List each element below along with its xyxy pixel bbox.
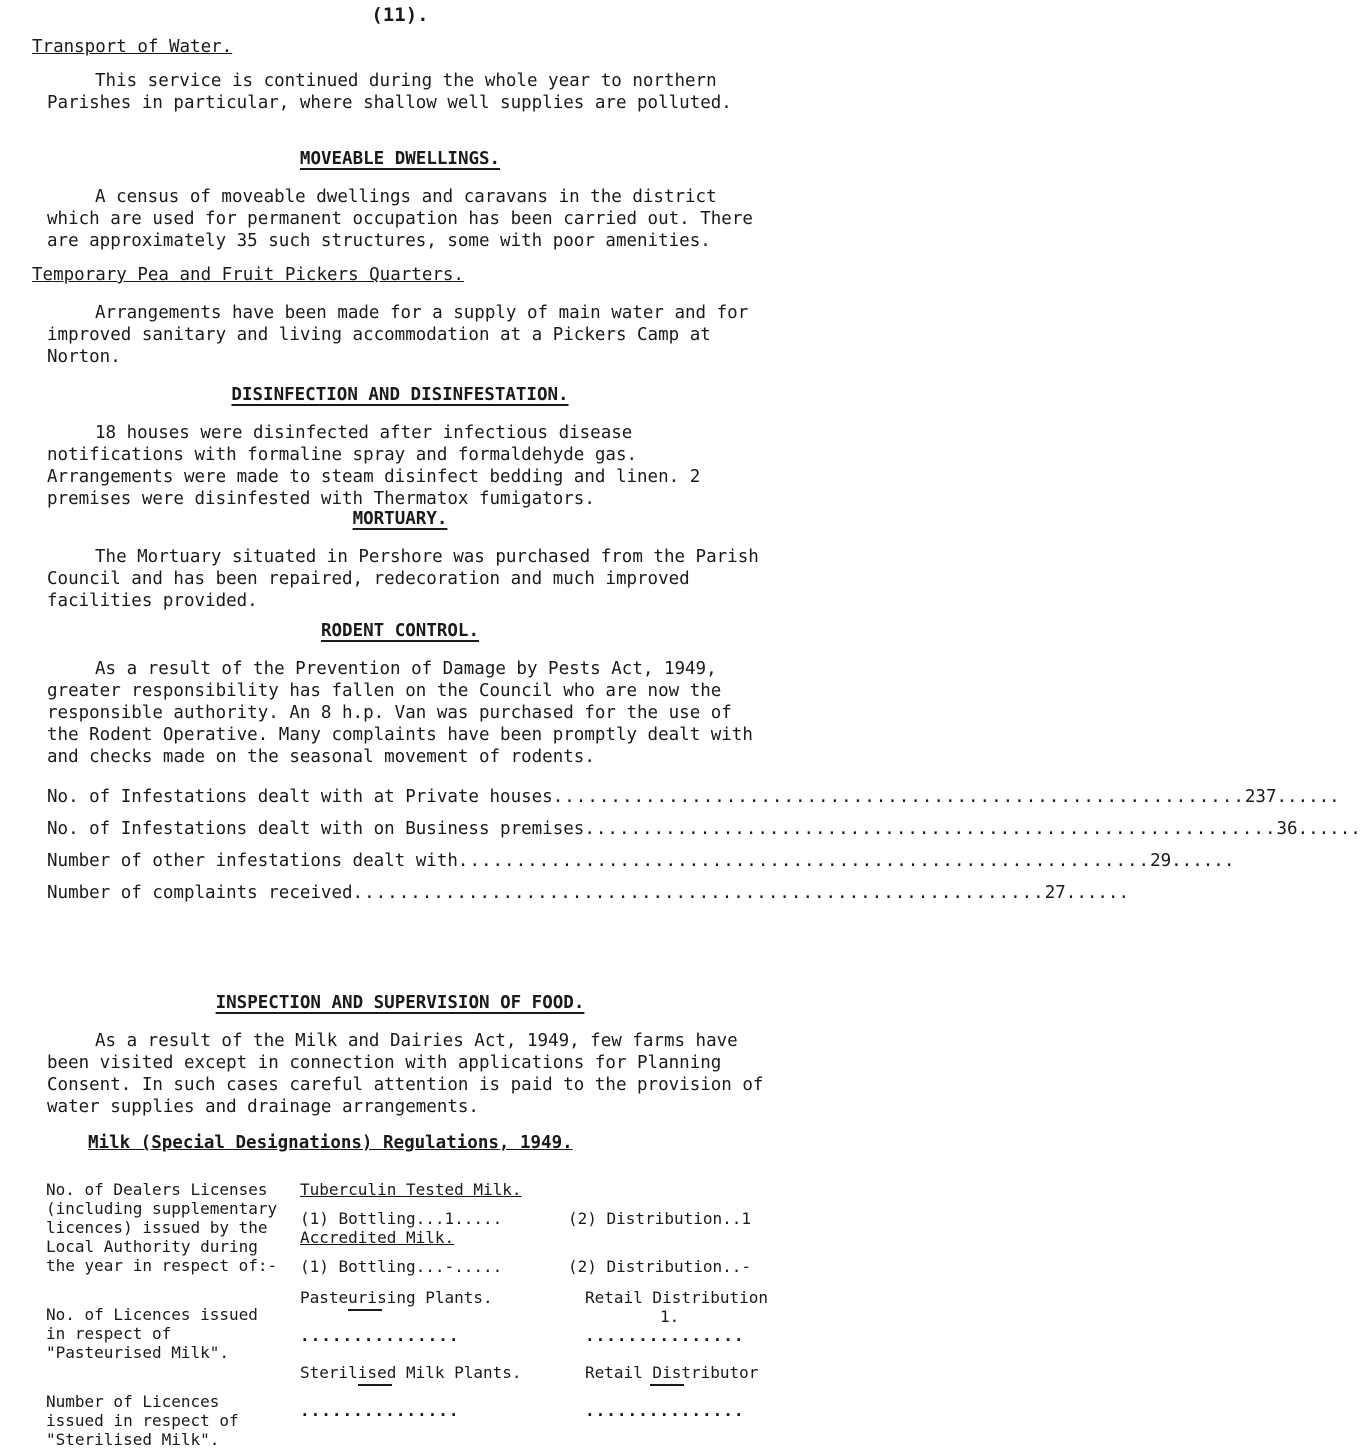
disinfection-body: 18 houses were disinfected after infectious disease notifications with formaline spray and formaldehyde gas. Arrangements were made to steam disinfect bedding and linen. 2 premises were disinfested with Thermatox fumigators. [47,423,701,509]
disinfection-heading: DISINFECTION AND DISINFESTATION. [231,385,569,405]
rodent-stat-value: 36 [1276,819,1298,839]
rodent-stat-label: Number of other infestations dealt with [47,851,458,871]
sterilised-plants-dots: ............... [300,1401,460,1420]
rodent-stat-leader: ............................................................ [552,787,1245,807]
sterilised-plants-label: Sterilised Milk Plants. [300,1363,522,1382]
food-section [0,992,800,1154]
disinfection-section [0,384,800,510]
rodent-section [0,620,1361,914]
pickers-heading: Temporary Pea and Fruit Pickers Quarters. [32,265,464,285]
licences-right-column [300,1180,800,1420]
pasteurising-retail-dots: ............... [585,1326,745,1345]
rodent-stat-label: Number of complaints received [47,883,353,903]
regulations-heading: Milk (Special Designations) Regulations, 1949. [88,1133,573,1153]
rodent-stat-row [0,786,1340,808]
rodent-stat-value: 27 [1044,883,1066,903]
pasteurising-retail-label: Retail Distribution [585,1288,769,1307]
rodent-stat-row [0,850,1235,872]
rodent-stat-leader: ............................................................ [457,851,1151,871]
transport-body: This service is continued during the whole year to northern Parishes in particular, where shallow well supplies are polluted. [47,71,732,113]
mortuary-heading: MORTUARY. [352,509,448,529]
pasteurising-plants-label: Pasteurising Plants. [300,1288,493,1307]
sterilised-retail-dash [650,1382,684,1386]
transport-section [0,36,800,114]
rodent-stat-row [0,818,1361,840]
rodent-heading: RODENT CONTROL. [320,621,480,641]
rodent-stats-list [0,786,1361,904]
accredited-milk-heading: Accredited Milk. [300,1228,455,1247]
rodent-stat-row [0,882,1129,904]
acc-distribution: (2) Distribution..- [568,1257,752,1276]
rodent-stat-label: No. of Infestations dealt with at Private houses [47,787,553,807]
food-body: As a result of the Milk and Dairies Act, 1949, few farms have been visited except in connection with applications for Planning Consent. In such cases careful attention is paid to the provision of water supplies and drainage arrangements. [47,1031,764,1117]
rodent-body: As a result of the Prevention of Damage by Pests Act, 1949, greater responsibility has fallen on the Council who are now the responsible authority. An 8 h.p. Van was purchased for the use of the Rodent Operative. Many complaints have been promptly dealt with and checks made on the seasonal movement of rodents. [47,659,753,767]
acc-bottling: (1) Bottling...-..... [300,1257,503,1276]
sterilised-retail-label: Retail Distributor [585,1363,759,1382]
rodent-stat-value: 29 [1150,851,1172,871]
page-number: (11). [371,4,429,26]
licences-left-column [46,1180,281,1449]
pickers-section [0,264,800,368]
moveable-section [0,148,800,252]
tt-milk-heading: Tuberculin Tested Milk. [300,1180,522,1199]
rodent-stat-leader: ............................................................ [584,819,1277,839]
transport-heading: Transport of Water. [32,37,233,57]
pasteurising-plants-dots: ............... [300,1326,460,1345]
rodent-stat-value: 237 [1244,787,1277,807]
food-heading: INSPECTION AND SUPERVISION OF FOOD. [215,993,585,1013]
mortuary-body: The Mortuary situated in Pershore was purchased from the Parish Council and has been repaired, redecoration and much improved facilities provided. [47,547,759,611]
sterilised-plants-dash [358,1382,392,1386]
rodent-stat-trailing-dots: ...... [1297,819,1361,839]
rodent-stat-label: No. of Infestations dealt with on Business premises [47,819,585,839]
rodent-stat-trailing-dots: ...... [1276,787,1340,807]
dealers-licences-label: No. of Dealers Licenses (including supplementary licences) issued by the Local Authority during the year in respect of:- [46,1180,278,1275]
rodent-stat-leader: ............................................................ [352,883,1045,903]
tt-distribution: (2) Distribution..1 [568,1209,752,1228]
rodent-stat-trailing-dots: ...... [1171,851,1235,871]
sterilised-retail-dots: ............... [585,1401,745,1420]
moveable-heading: MOVEABLE DWELLINGS. [299,149,501,169]
moveable-body: A census of moveable dwellings and caravans in the district which are used for permanent occupation has been carried out. There are approximately 35 such structures, some with poor amenities. [47,187,753,251]
mortuary-section [0,508,800,612]
pasteurising-plants-dash [348,1307,382,1311]
pickers-body: Arrangements have been made for a supply of main water and for improved sanitary and living accommodation at a Pickers Camp at Norton. [47,303,749,367]
rodent-stat-trailing-dots: ...... [1065,883,1129,903]
pasteurised-licences-label: No. of Licences issued in respect of "Pasteurised Milk". [46,1305,258,1362]
pasteurising-retail-value: 1. [660,1307,680,1326]
sterilised-licences-label: Number of Licences issued in respect of "Sterilised Milk". [46,1392,239,1449]
tt-bottling: (1) Bottling...1..... [300,1209,503,1228]
